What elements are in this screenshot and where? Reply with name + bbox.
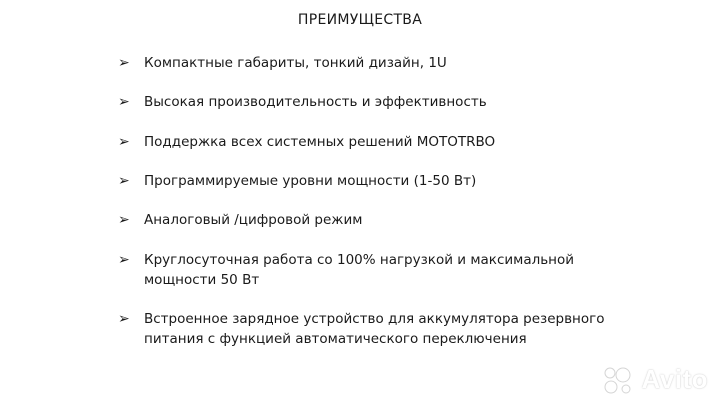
list-item xyxy=(118,53,678,73)
list-item-text-line-1: Встроенное зарядное устройство для аккумулятора резервного xyxy=(144,311,605,327)
check-arrow-icon: ➢ xyxy=(118,173,130,189)
check-arrow-icon: ➢ xyxy=(118,252,130,268)
list-item-text: Поддержка всех системных решений MOTOTRBO xyxy=(144,134,496,150)
list-item-text-line-2: питания с функцией автоматического переключения xyxy=(144,331,527,347)
check-arrow-icon: ➢ xyxy=(118,134,130,150)
list-item xyxy=(118,250,678,290)
check-arrow-icon: ➢ xyxy=(118,212,130,228)
list-item-text: Программируемые уровни мощности (1-50 Вт) xyxy=(144,173,477,189)
list-item-text-line-2: мощности 50 Вт xyxy=(144,272,260,288)
check-arrow-icon: ➢ xyxy=(118,94,130,110)
list-item xyxy=(118,171,678,191)
check-arrow-icon: ➢ xyxy=(118,55,130,71)
list-item-text: Аналоговый /цифровой режим xyxy=(144,212,363,228)
list-item-text: Компактные габариты, тонкий дизайн, 1U xyxy=(144,55,447,71)
list-item-text-line-1: Круглосуточная работа со 100% нагрузкой и максимальной xyxy=(144,252,575,268)
avito-logo-icon xyxy=(601,365,635,395)
list-item xyxy=(118,92,678,112)
list-item xyxy=(118,132,678,152)
list-item-text: Высокая производительность и эффективность xyxy=(144,94,487,110)
watermark-text: Avito xyxy=(641,364,708,394)
avito-watermark xyxy=(601,364,708,395)
slide-title: ПРЕИМУЩЕСТВА xyxy=(297,12,423,28)
list-item xyxy=(118,210,678,230)
list-item xyxy=(118,309,678,349)
check-arrow-icon: ➢ xyxy=(118,311,130,327)
advantages-list xyxy=(118,53,678,349)
